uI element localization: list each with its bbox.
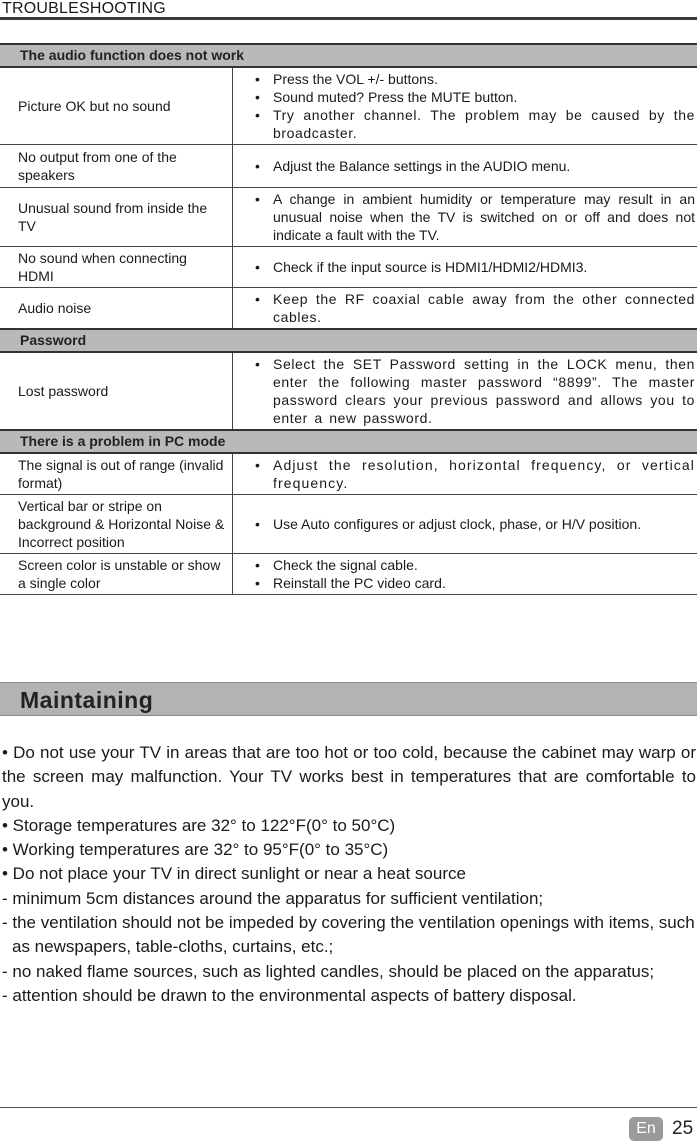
solution-item: • Check if the input source is HDMI1/HDMI2/HDMI3. <box>255 258 695 276</box>
maintaining-paragraph: • Do not place your TV in direct sunlight or near a heat source <box>2 864 466 884</box>
solution-cell <box>233 554 697 595</box>
symptom-cell: No sound when connecting HDMI <box>0 247 233 288</box>
symptom-cell: Unusual sound from inside the TV <box>0 188 233 247</box>
solution-item: • Use Auto configures or adjust clock, phase, or H/V position. <box>255 515 695 533</box>
solution-item: • Adjust the resolution, horizontal frequency, or vertical frequency. <box>255 456 695 492</box>
symptom-cell: The signal is out of range (invalid format) <box>0 453 233 495</box>
solution-item: • Check the signal cable. <box>255 556 695 574</box>
solution-item: • Press the VOL +/- buttons. <box>255 70 695 88</box>
solution-cell <box>233 453 697 495</box>
language-badge: En <box>629 1117 663 1141</box>
maintaining-body <box>2 741 696 1008</box>
footer-rule <box>0 1107 697 1108</box>
solution-cell <box>233 67 697 145</box>
maintaining-paragraph: • Working temperatures are 32° to 95°F(0° to 35°C) <box>2 840 389 860</box>
solution-cell <box>233 495 697 554</box>
section-title-audio: The audio function does not work <box>0 44 697 67</box>
table-row <box>0 495 697 554</box>
solution-cell <box>233 352 697 430</box>
symptom-cell: Vertical bar or stripe on background & Horizontal Noise & Incorrect position <box>0 495 233 554</box>
troubleshooting-table <box>0 43 697 595</box>
symptom-cell: Audio noise <box>0 288 233 330</box>
table-row <box>0 145 697 188</box>
solution-cell <box>233 247 697 288</box>
section-header-pc <box>0 430 697 453</box>
table-row <box>0 247 697 288</box>
page-header-title: TROUBLESHOOTING <box>2 0 166 17</box>
maintaining-paragraph: - attention should be drawn to the environmental aspects of battery disposal. <box>2 985 577 1005</box>
table-row <box>0 453 697 495</box>
solution-item: • A change in ambient humidity or temperature may result in an unusual noise when the TV is switched on or off and does not indicate a fault with the TV. <box>255 190 695 244</box>
maintaining-paragraph: • Storage temperatures are 32° to 122°F(0° to 50°C) <box>2 815 396 835</box>
table-row <box>0 288 697 330</box>
solution-item: • Reinstall the PC video card. <box>255 574 695 592</box>
solution-item: • Adjust the Balance settings in the AUDIO menu. <box>255 157 695 175</box>
section-title-pc: There is a problem in PC mode <box>0 430 697 453</box>
section-header-password <box>0 329 697 352</box>
solution-item: • Try another channel. The problem may be caused by the broadcaster. <box>255 106 695 142</box>
symptom-cell: Picture OK but no sound <box>0 67 233 145</box>
solution-item: • Sound muted? Press the MUTE button. <box>255 88 695 106</box>
maintaining-paragraph: • Do not use your TV in areas that are too hot or too cold, because the cabinet may warp or the screen may malfunction. Your TV works best in temperatures that are comfortable to you. <box>2 743 696 811</box>
table-row <box>0 188 697 247</box>
solution-cell <box>233 188 697 247</box>
table-row <box>0 67 697 145</box>
table-row <box>0 352 697 430</box>
page-number: 25 <box>672 1118 694 1139</box>
symptom-cell: Screen color is unstable or show a single color <box>0 554 233 595</box>
maintaining-paragraph: - minimum 5cm distances around the apparatus for sufficient ventilation; <box>2 888 544 908</box>
solution-cell <box>233 145 697 188</box>
maintaining-paragraph: - the ventilation should not be impeded by covering the ventilation openings with items, such as newspapers, table-cloths, curtains, etc.; <box>2 913 695 957</box>
maintaining-title: Maintaining <box>20 687 154 713</box>
solution-item: • Keep the RF coaxial cable away from the other connected cables. <box>255 290 695 326</box>
header-rule <box>0 17 697 20</box>
solution-cell <box>233 288 697 330</box>
section-header-audio <box>0 44 697 67</box>
solution-item: • Select the SET Password setting in the LOCK menu, then enter the following master password “8899”. The master password clears your previous password and allows you to enter a new password. <box>255 355 695 427</box>
maintaining-heading-band <box>0 682 697 716</box>
maintaining-paragraph: - no naked flame sources, such as lighted candles, should be placed on the apparatus; <box>2 961 655 981</box>
symptom-cell: Lost password <box>0 352 233 430</box>
table-row <box>0 554 697 595</box>
symptom-cell: No output from one of the speakers <box>0 145 233 188</box>
section-title-password: Password <box>0 329 697 352</box>
